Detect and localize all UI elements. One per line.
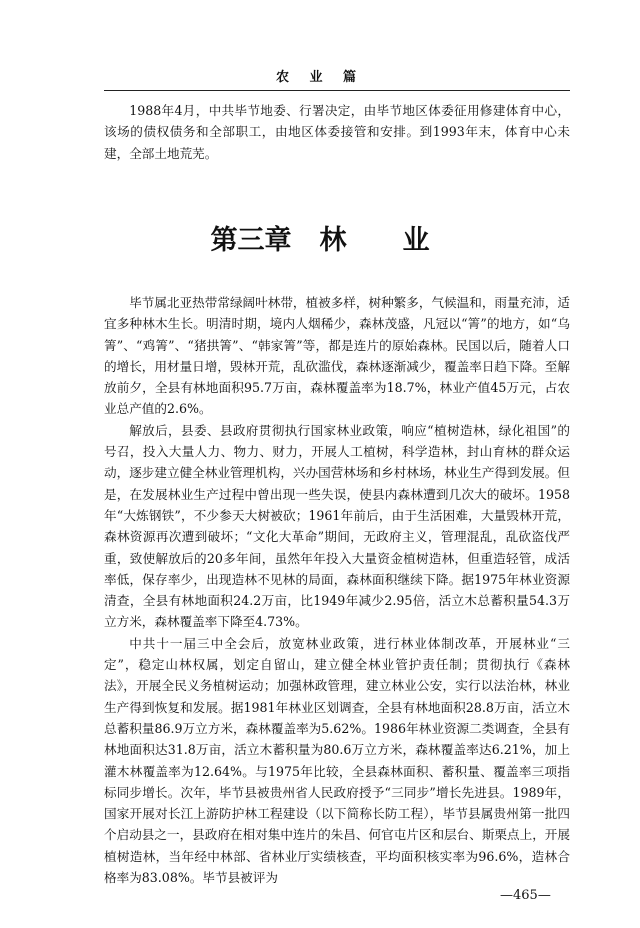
chapter-title-char-1: 林 bbox=[319, 225, 347, 256]
page-number: —465— bbox=[500, 888, 551, 903]
body-paragraph: 中共十一届三中全会后，放宽林业政策，进行林业体制改革，开展林业“三定”，稳定山林权属，划定自留山，建立健全林业管护责任制；贯彻执行《森林法》，开展全民义务植树运动；加强林政管理，建立林业公安，实行以法治林，林业生产得到恢复和发展。据1981年林业区划调查，全县有林地面积28.8万亩，活立木总蓄积量86.9万立方米，森林覆盖率为5.62%。1986年林业资源二类调查，全县有林地面积达31.8万亩，活立木蓄积量为80.6万立方米，森林覆盖率达6.21%，加上灌木林覆盖率为12.64%。与1975年比较，全县森林面积、蓄积量、覆盖率三项指标同步增长。次年，毕节县被贵州省人民政府授予“三同步”增长先进县。1989年，国家开展对长江上游防护林工程建设（以下简称长防工程），毕节县属贵州第一批四个启动县之一，县政府在相对集中连片的朱昌、何官屯片区和层台、斯栗点上，开展植树造林，当年经中林部、省林业厅实绩核查，平均面积核实率为96.6%，造林合格率为83.08%。毕节县被评为 bbox=[104, 635, 570, 886]
intro-section bbox=[104, 100, 570, 164]
header-rule bbox=[104, 90, 570, 91]
running-head: 农 业 篇 bbox=[275, 70, 365, 85]
body-paragraph: 解放后，县委、县政府贯彻执行国家林业政策，响应“植树造林，绿化祖国”的号召，投入大量人力、物力、财力，开展人工植树，科学造林，封山育林的群众运动，逐步建立健全林业管理机构，兴办国营林场和乡村林场，林业生产得到发展。但是，在发展林业生产过程中曾出现一些失误，使县内森林遭到几次大的破坏。1958年“大炼钢铁”，不少参天大树被砍；1961年前后，由于生活困难，大量毁林开荒，森林资源再次遭到破坏；“文化大革命”期间，无政府主义，管理混乱，乱砍盗伐严重，致使解放后的20多年间，虽然年年投入大量资金植树造林，但重造轻管，成活率低，保存率少，出现造林不见林的局面，森林面积继续下降。据1975年林业资源清查，全县有林地面积24.2万亩，比1949年减少2.95倍，活立木总蓄积量54.3万立方米，森林覆盖率下降至4.73%。 bbox=[104, 422, 570, 630]
chapter-title-char-2: 业 bbox=[402, 225, 430, 256]
body-paragraph: 毕节属北亚热带常绿阔叶林带，植被多样，树种繁多，气候温和，雨量充沛，适宜多种林木生长。明清时期，境内人烟稀少，森林茂盛，凡冠以“箐”的地方，如“乌箐”、“鸡箐”、“猪拱箐”、“韩家箐”等，都是连片的原始森林。民国以后，随着人口的增长，用材量日增，毁林开荒，乱砍滥伐，森林逐渐减少，覆盖率日趋下降。至解放前夕，全县有林地面积95.7万亩，森林覆盖率为18.7%，林业产值45万元，占农业总产值的2.6%。 bbox=[104, 295, 570, 417]
intro-paragraph: 1988年4月，中共毕节地委、行署决定，由毕节地区体委征用修建体育中心，该场的债权债务和全部职工，由地区体委接管和安排。到1993年末，体育中心未建，全部土地荒芜。 bbox=[104, 103, 570, 161]
chapter-body bbox=[104, 292, 570, 888]
chapter-title bbox=[0, 218, 640, 257]
chapter-number: 第三章 bbox=[210, 225, 292, 256]
